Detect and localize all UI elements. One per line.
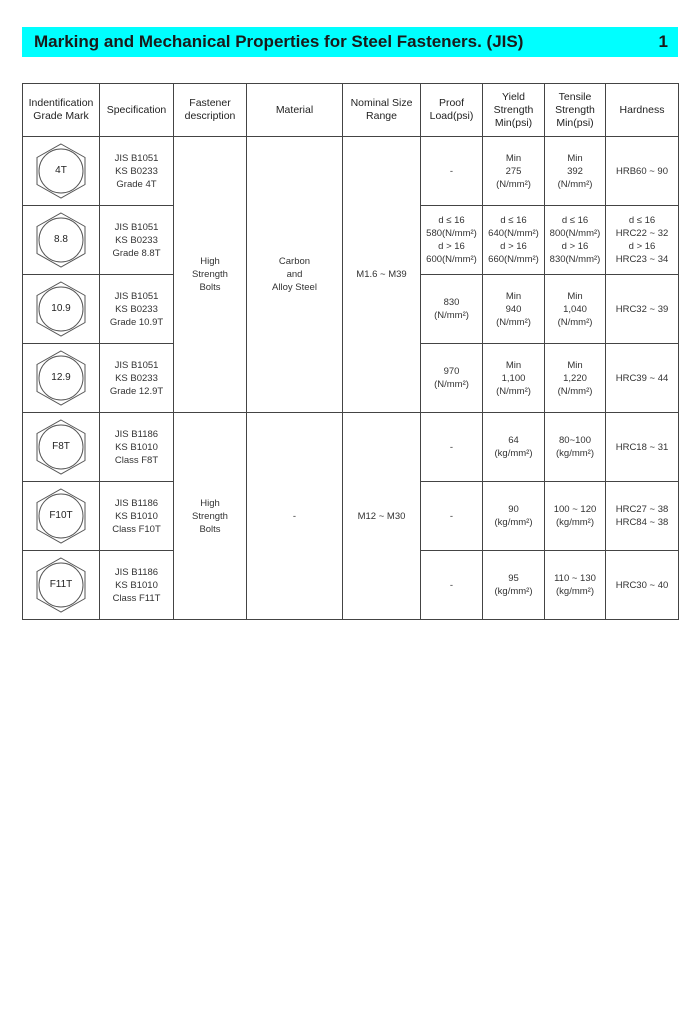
cell-line: HRC32 ~ 39 (615, 303, 669, 315)
specification-cell (100, 413, 174, 482)
cell-line: (N/mm²) (557, 178, 593, 190)
page-title: Marking and Mechanical Properties for Steel Fasteners. (JIS) (34, 32, 524, 51)
nominal-size-cell: M1.6 ~ M39 (343, 137, 421, 413)
cell-line: (N/mm²) (434, 379, 469, 390)
cell-line: JIS B1051 (114, 290, 159, 302)
nominal-size-cell: M12 ~ M30 (343, 413, 421, 620)
cell-line: HRC22 ~ 32 (615, 228, 669, 239)
cell-line: 110 ~ 130 (554, 573, 596, 584)
cell-line: 640(N/mm²) (488, 228, 539, 239)
specification-cell (100, 551, 174, 620)
yield-strength-cell (483, 137, 545, 206)
grade-mark-label: F11T (49, 579, 73, 590)
column-header (421, 84, 483, 137)
cell-line: HRC30 ~ 40 (615, 579, 669, 591)
table-body (23, 137, 679, 620)
tensile-strength-cell (545, 275, 606, 344)
grade-mark-cell (23, 275, 100, 344)
grade-mark-label: 4T (55, 165, 67, 176)
bolt-head-icon (33, 279, 89, 339)
cell-line: (N/mm²) (496, 178, 531, 190)
cell-line: Bolts (199, 282, 221, 293)
cell-line: Min(psi) (494, 116, 533, 129)
bolt-head-icon (33, 141, 89, 201)
grade-mark-label: 10.9 (51, 303, 71, 314)
tensile-strength-cell (545, 413, 606, 482)
title-bar (22, 27, 678, 57)
cell-line: Yield (502, 90, 525, 103)
grade-mark-label: F10T (49, 510, 73, 521)
cell-line: 830 (443, 297, 460, 308)
cell-line: High (200, 497, 220, 509)
yield-strength-cell (483, 413, 545, 482)
cell-line: - (292, 510, 297, 522)
cell-line: Nominal Size (350, 97, 413, 109)
grade-mark-label: 8.8 (54, 234, 68, 245)
bolt-head-icon (33, 348, 89, 408)
cell-line: (kg/mm²) (556, 448, 594, 459)
grade-mark-label: F8T (52, 441, 70, 452)
fastener-description-cell (174, 137, 247, 413)
cell-line: Indentification (28, 97, 94, 109)
cell-line: Min (567, 152, 583, 164)
fastener-description-cell (174, 413, 247, 620)
cell-line: - (449, 165, 454, 177)
cell-line: (kg/mm²) (556, 517, 594, 528)
grade-mark-label: 12.9 (51, 372, 71, 383)
cell-line: (N/mm²) (557, 316, 593, 328)
column-header (100, 84, 174, 137)
grade-mark-cell (23, 482, 100, 551)
proof-load-cell (421, 482, 483, 551)
cell-line: d ≤ 16 (438, 215, 465, 226)
cell-line: Class F8T (114, 454, 159, 466)
hardness-cell (606, 413, 679, 482)
cell-line: 80~100 (559, 435, 591, 446)
header-row (23, 84, 679, 137)
column-header (174, 84, 247, 137)
cell-line: Carbon (278, 256, 311, 267)
cell-line: and (286, 269, 303, 280)
cell-line: Min (567, 359, 583, 371)
cell-line: 1,220 (563, 372, 587, 384)
hardness-cell (606, 482, 679, 551)
column-header (483, 84, 545, 137)
yield-strength-cell (483, 482, 545, 551)
bolt-head-icon (33, 210, 89, 270)
column-header (23, 84, 100, 137)
cell-line: Grade 8.8T (112, 247, 161, 259)
cell-line: Bolts (199, 523, 221, 535)
bolt-head-icon (33, 417, 89, 477)
bolt-head-icon (33, 555, 89, 615)
cell-line: KS B0233 (115, 234, 158, 246)
cell-line: JIS B1051 (114, 152, 159, 164)
column-header (343, 84, 421, 137)
cell-line: d ≤ 16 (500, 215, 527, 226)
cell-line: Alloy Steel (272, 282, 317, 293)
tensile-strength-cell (545, 551, 606, 620)
grade-mark-cell (23, 551, 100, 620)
cell-line: Min(psi) (556, 116, 594, 129)
cell-line: d > 16 (438, 241, 465, 252)
hardness-cell (606, 137, 679, 206)
cell-line: d ≤ 16 (628, 215, 656, 226)
yield-strength-cell (483, 275, 545, 344)
grade-mark-cell (23, 344, 100, 413)
cell-line: JIS B1186 (114, 497, 159, 509)
cell-line: Grade 10.9T (109, 316, 164, 328)
cell-line: description (184, 110, 236, 122)
specification-cell (100, 137, 174, 206)
cell-line: Min (567, 290, 583, 302)
cell-line: JIS B1051 (114, 221, 159, 233)
cell-line: 64 (508, 435, 519, 446)
cell-line: KS B1010 (115, 441, 158, 453)
cell-line: High (200, 256, 220, 267)
cell-line: Hardness (619, 103, 665, 116)
cell-line: (N/mm²) (496, 385, 531, 397)
cell-line: Strength (493, 103, 534, 116)
cell-line: KS B0233 (115, 165, 158, 177)
table-row (23, 137, 679, 206)
cell-line: JIS B1186 (114, 566, 159, 578)
yield-strength-cell (483, 551, 545, 620)
cell-line: 580(N/mm²) (426, 228, 477, 239)
cell-line: 830(N/mm²) (549, 254, 601, 265)
cell-line: Min (505, 152, 522, 164)
cell-line: HRB60 ~ 90 (615, 165, 669, 177)
yield-strength-cell (483, 344, 545, 413)
cell-line: 660(N/mm²) (488, 254, 539, 265)
cell-line: Strength (192, 510, 228, 522)
cell-line: Material (275, 103, 314, 116)
cell-line: 600(N/mm²) (426, 254, 477, 265)
tensile-strength-cell (545, 482, 606, 551)
cell-line: 1,100 (501, 372, 526, 384)
grade-mark-cell (23, 413, 100, 482)
grade-mark-cell (23, 137, 100, 206)
cell-line: (kg/mm²) (494, 517, 533, 528)
column-header (606, 84, 679, 137)
cell-line: KS B0233 (115, 303, 158, 315)
specification-cell (100, 344, 174, 413)
specification-cell (100, 482, 174, 551)
cell-line: (N/mm²) (557, 385, 593, 397)
specification-cell (100, 275, 174, 344)
cell-line: Min (505, 359, 522, 371)
cell-line: 970 (443, 366, 460, 377)
cell-line: Class F11T (112, 592, 161, 604)
cell-line: 940 (505, 303, 522, 315)
hardness-cell (606, 344, 679, 413)
cell-line: Min (505, 290, 522, 302)
column-header (545, 84, 606, 137)
proof-load-cell (421, 413, 483, 482)
cell-line: KS B0233 (115, 372, 158, 384)
cell-line: 1,040 (563, 303, 587, 315)
cell-line: Load(psi) (429, 110, 474, 122)
cell-line: Proof (438, 97, 465, 109)
cell-line: HRC18 ~ 31 (615, 441, 669, 453)
hardness-cell (606, 206, 679, 275)
tensile-strength-cell (545, 344, 606, 413)
cell-line: - (449, 510, 454, 522)
cell-line: JIS B1051 (114, 359, 159, 371)
cell-line: - (449, 441, 454, 453)
proof-load-cell (421, 275, 483, 344)
cell-line: Specification (106, 103, 167, 116)
cell-line: Range (366, 110, 397, 122)
cell-line: Class F10T (112, 523, 161, 535)
cell-line: (kg/mm²) (494, 448, 533, 459)
tensile-strength-cell (545, 137, 606, 206)
cell-line: Tensile (558, 90, 592, 103)
cell-line: 100 ~ 120 (553, 504, 597, 515)
cell-line: KS B1010 (115, 579, 158, 591)
cell-line: Fastener (189, 97, 231, 109)
hardness-cell (606, 275, 679, 344)
cell-line: HRC39 ~ 44 (615, 372, 669, 384)
tensile-strength-cell (545, 206, 606, 275)
cell-line: KS B1010 (115, 510, 158, 522)
material-cell (247, 413, 343, 620)
yield-strength-cell (483, 206, 545, 275)
proof-load-cell (421, 344, 483, 413)
cell-line: 800(N/mm²) (549, 228, 601, 239)
cell-line: (N/mm²) (434, 310, 469, 321)
properties-table (22, 83, 679, 620)
cell-line: (N/mm²) (496, 316, 531, 328)
cell-line: Grade 4T (116, 178, 157, 190)
hardness-cell (606, 551, 679, 620)
bolt-head-icon (33, 486, 89, 546)
cell-line: Strength (555, 103, 595, 116)
cell-line: Strength (192, 269, 228, 280)
cell-line: HRC27 ~ 38 (615, 504, 669, 515)
cell-line: 90 (508, 504, 519, 515)
cell-line: d > 16 (628, 241, 656, 252)
specification-cell (100, 206, 174, 275)
cell-line: d > 16 (500, 241, 527, 252)
page-number: 1 (658, 32, 668, 51)
cell-line: Grade Mark (33, 110, 89, 122)
cell-line: d > 16 (561, 241, 589, 252)
cell-line: (kg/mm²) (494, 586, 533, 597)
cell-line: 275 (505, 165, 522, 177)
cell-line: - (449, 579, 454, 591)
cell-line: 95 (508, 573, 519, 584)
column-header (247, 84, 343, 137)
grade-mark-cell (23, 206, 100, 275)
table-row (23, 413, 679, 482)
proof-load-cell (421, 137, 483, 206)
cell-line: JIS B1186 (114, 428, 159, 440)
cell-line: HRC23 ~ 34 (615, 254, 669, 265)
cell-line: Grade 12.9T (109, 385, 164, 397)
cell-line: HRC84 ~ 38 (615, 517, 669, 528)
material-cell (247, 137, 343, 413)
proof-load-cell (421, 206, 483, 275)
cell-line: 392 (567, 165, 583, 177)
proof-load-cell (421, 551, 483, 620)
cell-line: d ≤ 16 (561, 215, 589, 226)
cell-line: (kg/mm²) (556, 586, 594, 597)
